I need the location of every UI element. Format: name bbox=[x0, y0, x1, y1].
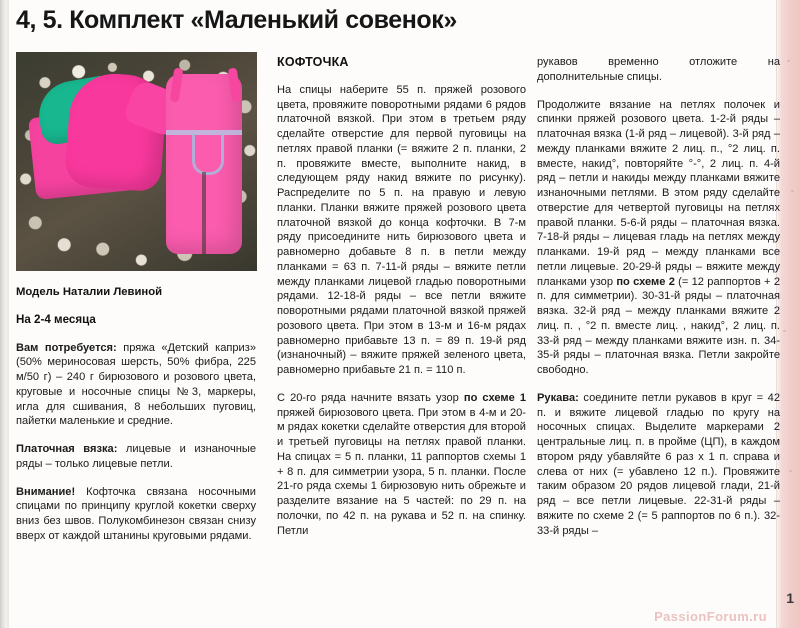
right-paragraph-2 bbox=[537, 98, 780, 378]
romper-leg-split bbox=[202, 172, 206, 254]
attention-text: Кофточка связана носочными спицами по принципу круглой кокетки сверху вниз без швов. Полукомбинезон связан снизу вверх от каждой штанины круговыми рядами. bbox=[16, 485, 256, 542]
garter-text: лицевые и изнаночные ряды – только лицевые петли. bbox=[16, 443, 257, 470]
model-credit: Модель Наталии Левиной bbox=[16, 286, 163, 298]
margin-fleck bbox=[783, 330, 786, 332]
margin-fleck bbox=[789, 470, 792, 472]
margin-fleck bbox=[791, 190, 794, 192]
materials-paragraph bbox=[16, 341, 256, 430]
scheme-1-reference: по схеме 1 bbox=[463, 391, 526, 404]
column-middle bbox=[277, 55, 526, 551]
romper-cord bbox=[192, 134, 224, 175]
column-left bbox=[16, 285, 256, 557]
right-paragraph-1: рукавов временно отложите на дополнительные спицы. bbox=[537, 56, 780, 83]
para2-part-a: Продолжите вязание на петлях полочек и спинки пряжей розового цвета. 1-2-й ряды – платочная вязка (1-й ряд – лицевой). 3-й ряд – между планками вяжите 2 лиц. п., °2 лиц. п. вместе, накид°, повторяйте °-°, 2 лиц. п. 4-й ряд – петли и накиды между планками вяжите изнаночными петлями. В этом ряду сделайте отверстие для четвертой пуговицы на петлях правой планки. 5-6-й ряды – платочная вязка. 7-18-й ряды – лицевая гладь на петлях между планками. 19-й ряд – между планками все петли лицевые. 20-29-й ряды – вяжите между планками узор bbox=[537, 98, 780, 288]
para2-part-a: С 20-го ряда начните вязать узор bbox=[277, 391, 464, 404]
page-title: 4, 5. Комплект «Маленький совенок» bbox=[16, 6, 457, 34]
page-number: 1 bbox=[786, 590, 794, 606]
para2-part-b: пряжей бирюзового цвета. При этом в 4-м и 20-м рядах кокетки сделайте отверстия для второй и третьей пуговицы на петлях правой планки. На спицах = 5 п. планки, 11 раппортов схемы 1 + 8 п. для симметрии узора, 5 п. планки. После 21-го ряда схемы 1 бирюзовую нить обрежьте и разделите вязание на 5 частей: по 29 п. на полочки, по 42 п. на рукава и 52 п. на спинку. Петли bbox=[277, 406, 526, 537]
para2-part-b: (= 12 раппортов + 2 п. для симметрии). 30-31-й ряды – платочная вязка. 32-й ряд – между планками вяжите 2 лиц. п. , °2 п. вместе лиц. , накид°, 2 лиц. п. 33-й ряд – между планками вяжите изн. п. 34-35-й ряды – платочная вязка. Петли закройте свободно. bbox=[537, 275, 780, 376]
koftochka-paragraph-2 bbox=[277, 391, 526, 539]
attention-label: Внимание! bbox=[16, 485, 76, 498]
sleeves-paragraph bbox=[537, 391, 780, 539]
sleeves-label: Рукава: bbox=[537, 391, 579, 404]
left-scan-edge bbox=[0, 0, 7, 628]
koftochka-paragraph-1: На спицы наберите 55 п. пряжей розового цвета, провяжите поворотными рядами 6 рядов платочной вязкой. При этом в третьем ряду сделайте отверстие для первой пуговицы на петлях правой планки (= вяжите 2 п. планки, 2 п. провяжите вместе, выполните накид, в следующем ряду накид вяжите по рисунку). Распределите по 5 п. на правую и левую планки. Планки вяжите пряжей розового цвета платочной вязкой до конца кофточки. В 7-м ряду присоедините нить бирюзового цвета и равномерно добавьте 8 п. в петли между планками = 63 п. 7-11-й ряды – вяжите петли между планками лицевой гладью поворотными рядами. 12-18-й ряды – все петли вяжите поворотными рядами платочной вязкой пряжей розового цвета. При этом в 13-м и 16-м рядах равномерно прибавьте 13 п. = 89 п. 19-й ряд (изнаночный) – вяжите пряжей зеленого цвета, равномерно прибавьте 21 п. = 110 п. bbox=[277, 83, 526, 376]
garter-paragraph bbox=[16, 442, 256, 472]
materials-label: Вам потребуется: bbox=[16, 341, 117, 354]
scheme-2-reference: по схеме 2 bbox=[616, 275, 675, 288]
left-edge-line bbox=[7, 0, 9, 628]
column-right bbox=[537, 55, 780, 551]
size-info: На 2-4 месяца bbox=[16, 312, 96, 326]
section-heading-koftochka: КОФТОЧКА bbox=[277, 55, 349, 69]
site-watermark: PassionForum.ru bbox=[654, 609, 767, 624]
attention-paragraph bbox=[16, 485, 256, 544]
photo-stone-background bbox=[16, 52, 257, 271]
right-page-margin bbox=[777, 0, 800, 628]
product-photo bbox=[16, 52, 257, 271]
materials-text: пряжа «Детский каприз» (50% мериносовая шерсть, 50% фибра, 225 м/50 г) – 240 г бирюзового и розового цвета, круговые и носочные спицы №3, маркеры, игла для сшивания, 8 небольших пуговиц, пайетки маленькие и средние. bbox=[16, 341, 256, 428]
sleeves-text: соедините петли рукавов в круг = 42 п. и вяжите лицевой гладью по кругу на носочных спицах. Выделите маркерами 2 центральные лиц. п. в пройме (ЦП), в каждом втором ряду убавляйте 6 раз х 1 п. справа и слева от них (= убавлено 12 п.). Провяжите таким образом 20 рядов лицевой глади, 21-й ряд – все петли лицевые. 22-31-й ряды – вяжите по схеме 2 (= 5 раппортов по 6 п.). 32-33-й ряды – bbox=[537, 391, 780, 537]
margin-fleck bbox=[787, 60, 790, 62]
garter-label: Платочная вязка: bbox=[16, 443, 118, 455]
